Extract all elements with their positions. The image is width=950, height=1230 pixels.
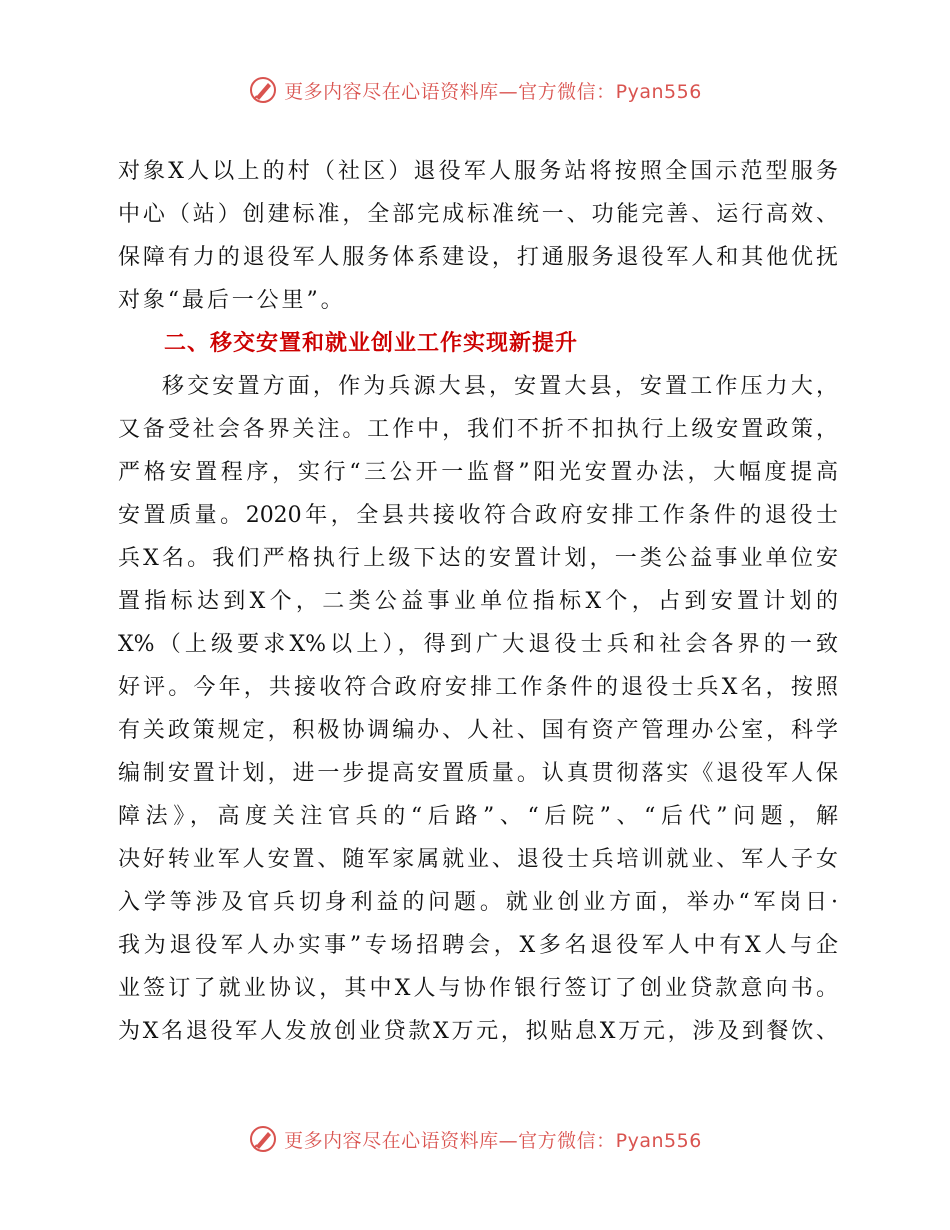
text-line: 对象“最后一公里”。: [118, 288, 346, 313]
text-line: 又备受社会各界关注。工作中，我们不折不扣执行上级安置政策，: [118, 417, 838, 442]
text-line: 兵X名。我们严格执行上级下达的安置计划，一类公益事业单位安: [118, 546, 838, 571]
header-watermark: [0, 70, 950, 110]
text-line: 移交安置方面，作为兵源大县，安置大县，安置工作压力大，: [162, 374, 838, 399]
text-line: 业签订了就业协议，其中X人与协作银行签订了创业贷款意向书。: [118, 976, 838, 1001]
text-line: 编制安置计划，进一步提高安置质量。认真贯彻落实《退役军人保: [118, 761, 838, 786]
footer-watermark: [0, 1119, 950, 1159]
text-line: X%（上级要求X%以上），得到广大退役士兵和社会各界的一致: [118, 632, 838, 657]
text-line: 决好转业军人安置、随军家属就业、退役士兵培训就业、军人子女: [118, 847, 838, 872]
text-line: 置指标达到X个，二类公益事业单位指标X个，占到安置计划的: [118, 589, 838, 614]
pen-logo-icon: [248, 1124, 278, 1154]
document-body: [118, 150, 838, 1053]
watermark-text: 更多内容尽在心语资料库—官方微信：Pyan556: [284, 80, 702, 103]
text-line: 严格安置程序，实行“三公开一监督”阳光安置办法，大幅度提高: [118, 460, 838, 485]
text-line: 障法》，高度关注官兵的“后路”、“后院”、“后代”问题，解: [118, 804, 838, 829]
text-line: 好评。今年，共接收符合政府安排工作条件的退役士兵X名，按照: [118, 675, 838, 700]
pen-logo-icon: [248, 75, 278, 105]
text-line: 对象X人以上的村（社区）退役军人服务站将按照全国示范型服务: [118, 159, 838, 184]
text-line: 我为退役军人办实事”专场招聘会，X多名退役军人中有X人与企: [118, 933, 838, 958]
text-line: 中心（站）创建标准，全部完成标准统一、功能完善、运行高效、: [118, 202, 838, 227]
text-line: 为X名退役军人发放创业贷款X万元，拟贴息X万元，涉及到餐饮、: [118, 1019, 838, 1044]
text-line: 保障有力的退役军人服务体系建设，打通服务退役军人和其他优抚: [118, 245, 838, 270]
text-line: 有关政策规定，积极协调编办、人社、国有资产管理办公室，科学: [118, 718, 838, 743]
section-heading: 二、移交安置和就业创业工作实现新提升: [164, 331, 579, 356]
text-line: 安置质量。2020年，全县共接收符合政府安排工作条件的退役士: [118, 503, 838, 528]
watermark-text: 更多内容尽在心语资料库—官方微信：Pyan556: [284, 1129, 702, 1152]
text-line: 入学等涉及官兵切身利益的问题。就业创业方面，举办“军岗日·: [118, 890, 838, 915]
